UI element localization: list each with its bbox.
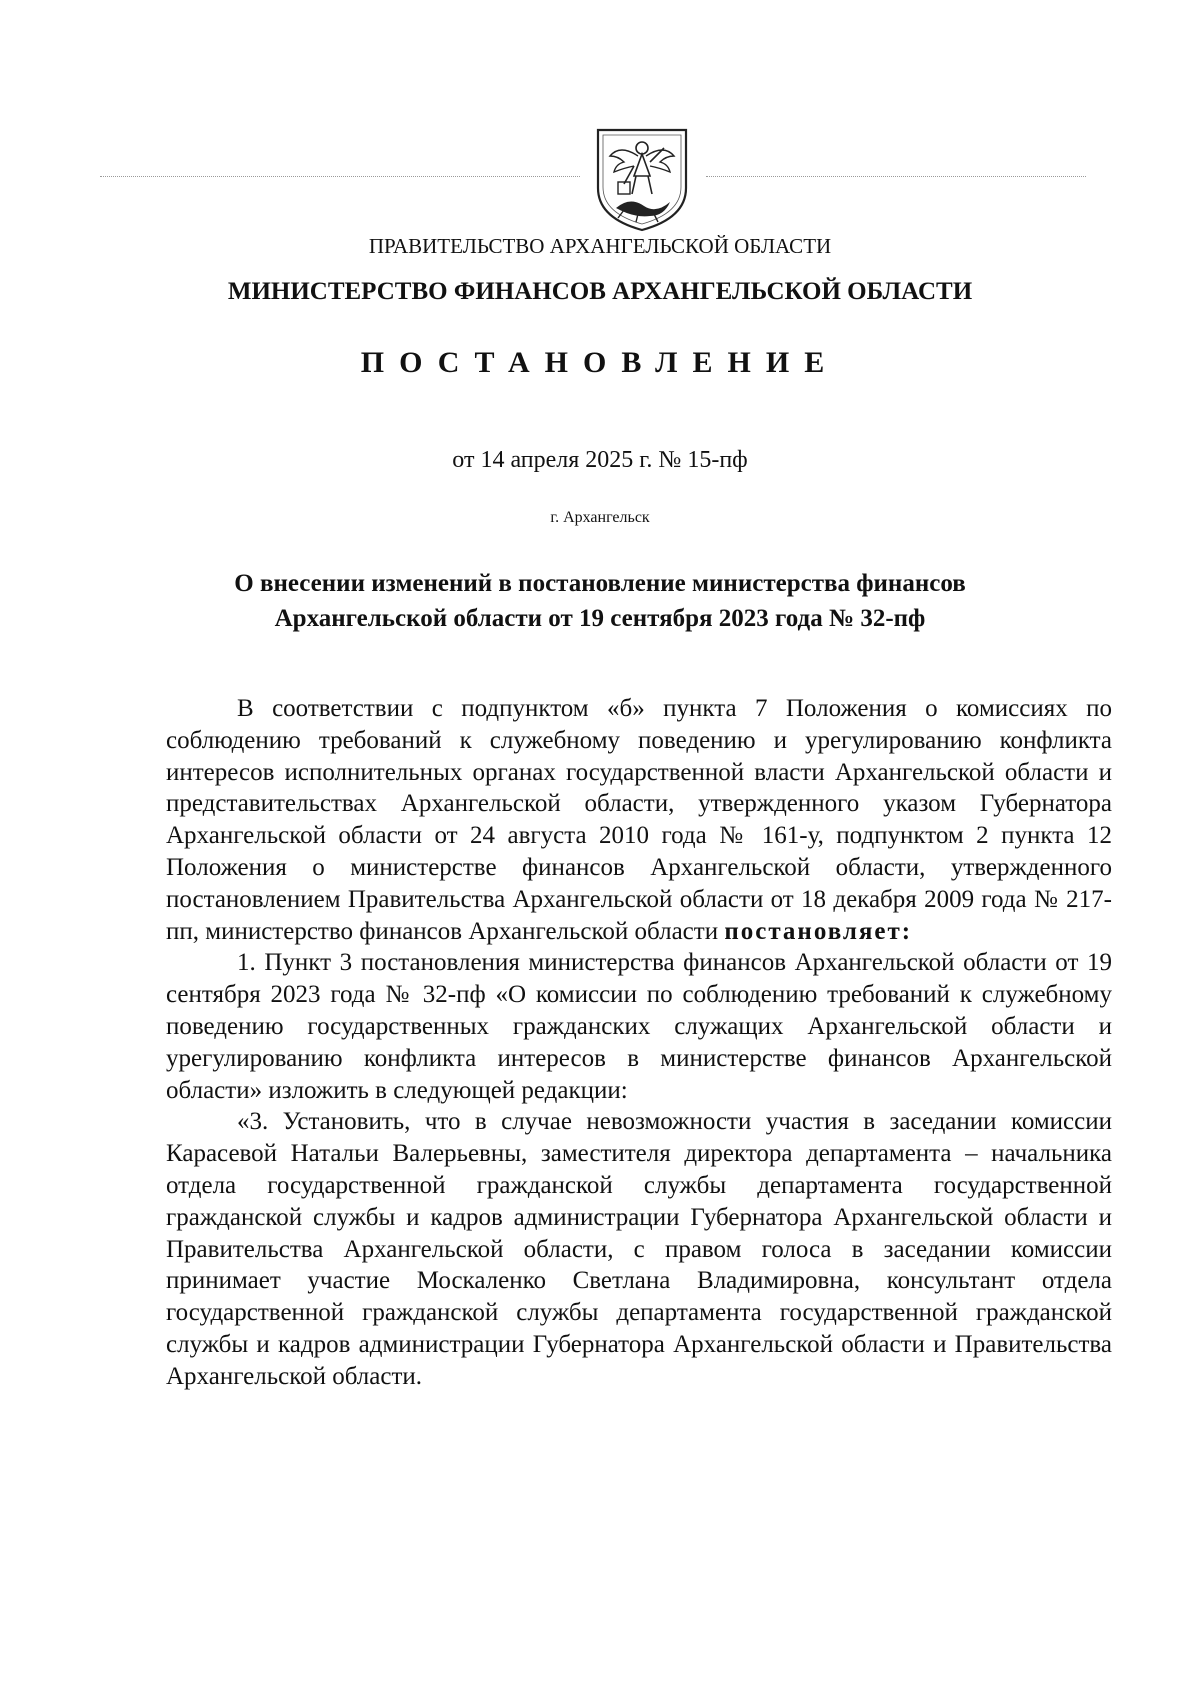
document-body [166, 693, 1112, 1393]
preamble-text: В соответствии с подпунктом «б» пункта 7 Положения о комиссиях по соблюдению требований к служебному поведению и урегулированию конфликта интересов исполнительных органах государственной власти Архангельской области и представительствах Архангельской области, утвержденного указом Губернатора Архангельской области от 24 августа 2010 года № 161-у, подпунктом 2 пункта 12 Положения о министерстве финансов Архангельской области, утвержденного постановлением Правительства Архангельской области от 18 декабря 2009 года № 217-пп, министерство финансов Архангельской области [166, 695, 1112, 945]
document-title-line-2: Архангельской области от 19 сентября 2023 года № 32-пф [274, 605, 926, 632]
ministry-name: МИНИСТЕРСТВО ФИНАНСОВ АРХАНГЕЛЬСКОЙ ОБЛАСТИ [227, 278, 973, 305]
coat-of-arms-archangel-icon [594, 126, 690, 234]
government-name: ПРАВИТЕЛЬСТВО АРХАНГЕЛЬСКОЙ ОБЛАСТИ [368, 234, 832, 258]
header-divider-right [706, 176, 1086, 177]
document-type: ПОСТАНОВЛЕНИЕ [360, 346, 840, 379]
document-title-line-1: О внесении изменений в постановление министерства финансов [234, 570, 966, 597]
item-1-new-text-paragraph: «3. Установить, что в случае невозможности участия в заседании комиссии Карасевой Натальи Валерьевны, заместителя директора департамента – начальника отдела государственной гражданской службы департамента государственной гражданской службы и кадров администрации Губернатора Архангельской области и Правительства Архангельской области, с правом голоса в заседании комиссии принимает участие Москаленко Светлана Владимировна, консультант отдела государственной гражданской службы департамента государственной гражданской службы и кадров администрации Губернатора Архангельской области и Правительства Архангельской области. [166, 1108, 1112, 1390]
item-1-paragraph: 1. Пункт 3 постановления министерства финансов Архангельской области от 19 сентября 2023 года № 32-пф «О комиссии по соблюдению требований к служебному поведению государственных гражданских служащих Архангельской области и урегулированию конфликта интересов в министерстве финансов Архангельской области» изложить в следующей редакции: [166, 949, 1112, 1104]
document-date-number: от 14 апреля 2025 г. № 15-пф [452, 447, 748, 473]
preamble-paragraph [166, 693, 1112, 947]
decrees-word: постановляет: [724, 917, 913, 945]
header-divider-left [100, 176, 580, 177]
document-title [0, 566, 1200, 636]
document-city: г. Архангельск [550, 509, 650, 526]
